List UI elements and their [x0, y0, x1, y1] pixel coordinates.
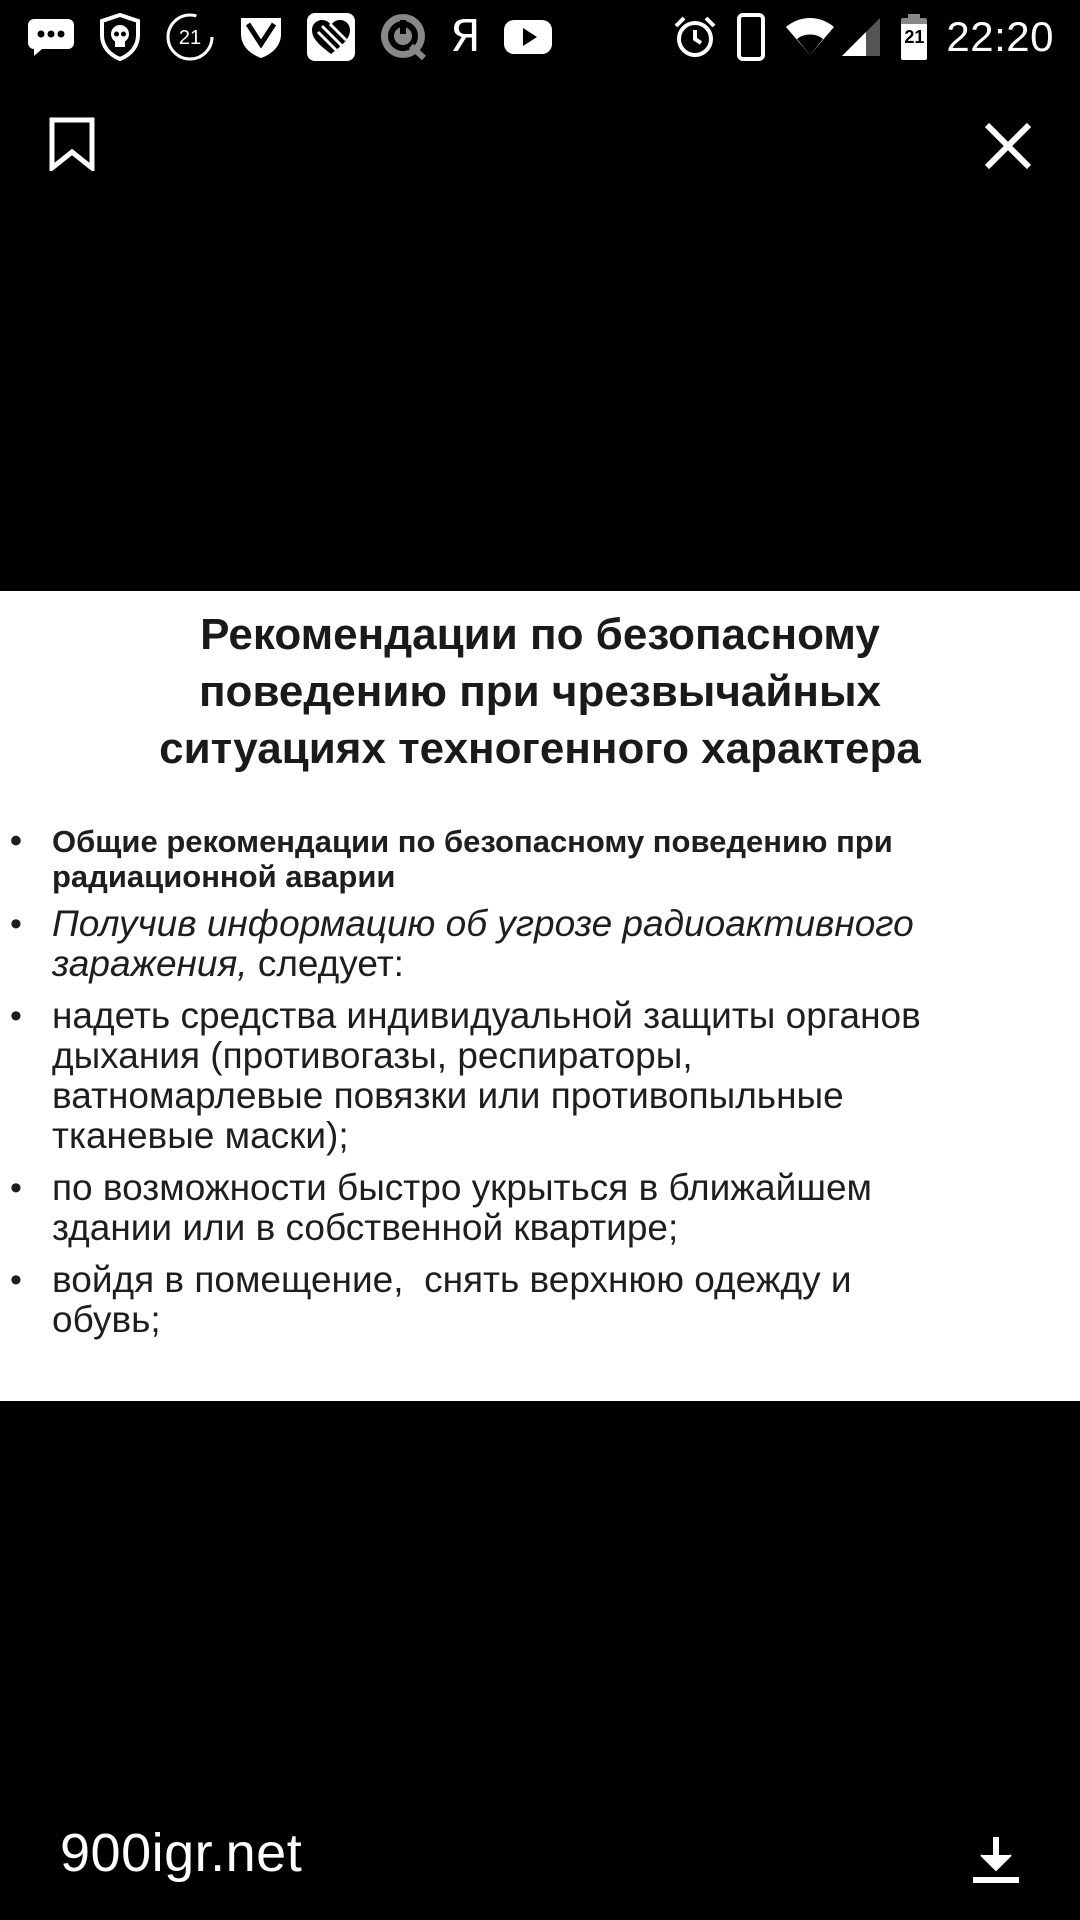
list-item [0, 1168, 1080, 1248]
list-item-italic-line: заражения, [52, 943, 248, 984]
status-bar-notifications [26, 0, 575, 74]
download-button[interactable] [968, 1832, 1024, 1888]
slide-title-line: ситуациях техногенного характера [159, 724, 921, 773]
cell-signal-icon [840, 16, 882, 58]
bookmark-button[interactable] [46, 116, 98, 172]
status-bar [0, 0, 1080, 74]
bullet-mark: • [10, 822, 22, 860]
phone-outline-icon [736, 13, 766, 61]
q-app-icon [378, 12, 428, 62]
badge-number: 21 [178, 27, 202, 49]
list-item [0, 996, 1080, 1156]
viewer-bottom-bar [0, 1820, 1080, 1890]
yandex-icon: Я [450, 11, 481, 62]
list-item-text: следует: [247, 943, 404, 984]
list-item-line: по возможности быстро укрыться в ближайшем [52, 1167, 872, 1208]
list-item-line: Общие рекомендации по безопасному поведению при [52, 824, 893, 859]
download-icon [971, 1835, 1021, 1885]
list-item-line: ватномарлевые повязки или противопыльные [52, 1075, 844, 1116]
bookmark-icon [48, 117, 96, 171]
vpn-shield-icon [238, 14, 284, 60]
chat-bubble-icon [26, 17, 76, 57]
slide-title [0, 606, 1080, 777]
status-time: 22:20 [946, 13, 1054, 60]
list-item [0, 904, 1080, 984]
skull-shield-icon [98, 13, 142, 61]
battery-icon [900, 14, 928, 60]
close-button[interactable] [980, 118, 1036, 174]
list-item-line: тканевые маски); [52, 1115, 349, 1156]
list-item [0, 1260, 1080, 1340]
alarm-icon [672, 14, 718, 60]
wifi-icon [784, 17, 836, 57]
list-item-line: надеть средства индивидуальной защиты органов [52, 995, 921, 1036]
list-item-line: радиационной аварии [52, 859, 396, 894]
slide-image[interactable] [0, 591, 1080, 1401]
list-item-italic-line: Получив информацию об угрозе радиоактивного [52, 903, 914, 944]
list-item-line: войдя в помещение, снять верхнюю одежду и [52, 1259, 852, 1300]
battery-level: 21 [904, 27, 925, 47]
status-bar-system [672, 0, 1054, 74]
list-item [0, 824, 1080, 894]
close-icon [983, 121, 1033, 171]
youtube-icon [503, 18, 553, 56]
slide-title-line: поведению при чрезвычайных [198, 667, 882, 716]
slide-bullet-list [0, 824, 1080, 1352]
bullet-mark: • [10, 1261, 22, 1299]
list-item-line: здании или в собственной квартире; [52, 1207, 679, 1248]
viewer-toolbar [0, 110, 1080, 180]
image-source-label[interactable]: 900igr.net [60, 1823, 303, 1883]
list-item-line: обувь; [52, 1299, 161, 1340]
bullet-mark: • [10, 1169, 22, 1207]
bullet-mark: • [10, 905, 22, 943]
badge-21-icon [164, 11, 216, 63]
list-item-line: дыхания (противогазы, респираторы, [52, 1035, 693, 1076]
bullet-mark: • [10, 997, 22, 1035]
heart-app-icon [306, 12, 356, 62]
slide-title-line: Рекомендации по безопасному [200, 610, 880, 659]
